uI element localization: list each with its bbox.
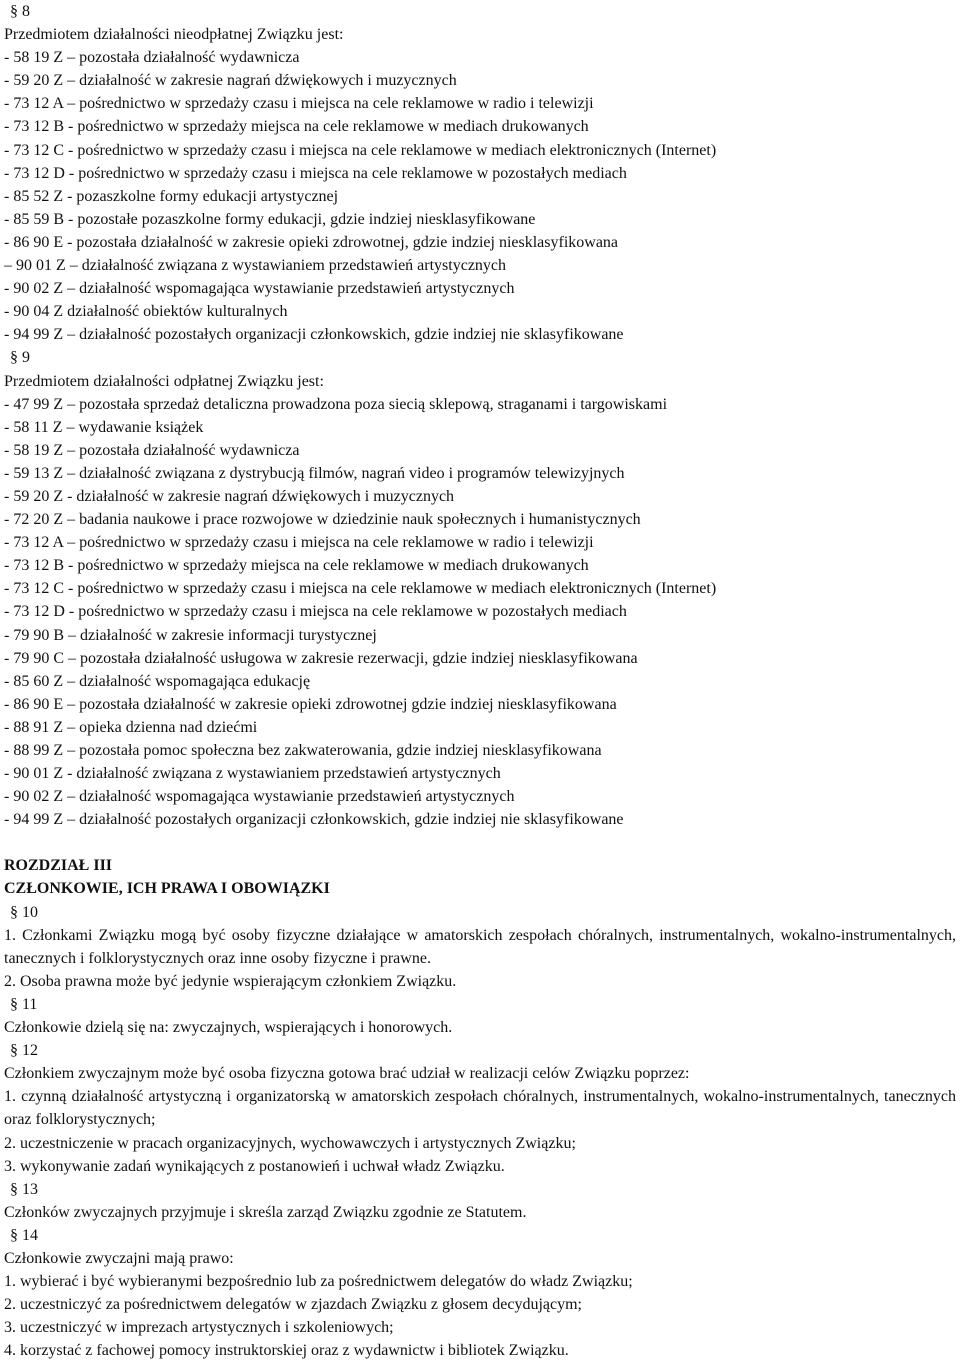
list-item: - 79 90 C – pozostała działalność usługowa w zakresie rezerwacji, gdzie indziej niesklasyfikowana	[4, 649, 638, 667]
list-item: - 73 12 D - pośrednictwo w sprzedaży czasu i miejsca na cele reklamowe w pozostałych mediach	[4, 164, 627, 182]
list-item: - 58 11 Z – wydawanie książek	[4, 418, 204, 436]
section-heading-13: § 13	[10, 1180, 38, 1198]
section-heading-9: § 9	[10, 349, 30, 367]
list-item: - 88 91 Z – opieka dzienna nad dziećmi	[4, 718, 258, 736]
paragraph: Członków zwyczajnych przyjmuje i skreśla zarząd Związku zgodnie ze Statutem.	[4, 1203, 527, 1221]
chapter-title: ROZDZIAŁ III	[4, 857, 113, 875]
paragraph: Członkowie zwyczajni mają prawo:	[4, 1249, 234, 1267]
paragraph: Członkowie dzielą się na: zwyczajnych, wspierających i honorowych.	[4, 1019, 453, 1037]
list-item: 1. czynną działalność artystyczną i organizatorską w amatorskich zespołach chóralnych, instrumentalnych, wokalno-instrumentalnych, tanecznych oraz folklorystycznych;	[4, 1088, 956, 1129]
list-item: - 88 99 Z – pozostała pomoc społeczna bez zakwaterowania, gdzie indziej niesklasyfikowana	[4, 742, 602, 759]
chapter-subtitle: CZŁONKOWIE, ICH PRAWA I OBOWIĄZKI	[4, 880, 330, 898]
section-sign-icon: §	[10, 903, 18, 921]
section-8-list	[4, 46, 956, 346]
section-sign-icon: §	[10, 349, 18, 367]
section-sign-icon: §	[10, 995, 18, 1013]
list-item: - 90 02 Z – działalność wspomagająca wystawianie przedstawień artystycznych	[4, 280, 515, 298]
list-item: - 73 12 A – pośrednictwo w sprzedaży czasu i miejsca na cele reklamowe w radio i telewizji	[4, 95, 594, 113]
list-item: - 59 20 Z - działalność w zakresie nagrań dźwiękowych i muzycznych	[4, 487, 455, 505]
list-item: - 85 59 B - pozostałe pozaszkolne formy edukacji, gdzie indziej niesklasyfikowane	[4, 210, 536, 228]
section-9-list	[4, 393, 956, 832]
section-heading-8: § 8	[10, 3, 30, 20]
section-9-intro: Przedmiotem działalności odpłatnej Związku jest:	[4, 372, 324, 390]
section-heading-14: § 14	[10, 1226, 38, 1244]
section-heading-11: § 11	[10, 995, 38, 1013]
list-item: - 79 90 B – działalność w zakresie informacji turystycznej	[4, 626, 377, 644]
list-item: - 94 99 Z – działalność pozostałych organizacji członkowskich, gdzie indziej nie sklasyfikowane	[4, 811, 624, 829]
list-item: 3. wykonywanie zadań wynikających z postanowień i uchwał władz Związku.	[4, 1157, 505, 1175]
list-item: 2. uczestniczyć za pośrednictwem delegatów w zjazdach Związku z głosem decydującym;	[4, 1296, 582, 1314]
paragraph: 2. Osoba prawna może być jedynie wspierającym członkiem Związku.	[4, 972, 457, 990]
list-item: - 58 19 Z – pozostała działalność wydawnicza	[4, 49, 300, 67]
paragraph: 1. Członkami Związku mogą być osoby fizyczne działające w amatorskich zespołach chóralnych, instrumentalnych, wokalno-instrumentalnych, tanecznych i folklorystycznych oraz inne osoby fizyczne i prawne.	[4, 926, 956, 967]
list-item: - 73 12 B - pośrednictwo w sprzedaży miejsca na cele reklamowe w mediach drukowanych	[4, 557, 589, 575]
list-item: - 90 02 Z – działalność wspomagająca wystawianie przedstawień artystycznych	[4, 788, 515, 806]
list-item: - 59 13 Z – działalność związana z dystrybucją filmów, nagrań video i programów telewizyjnych	[4, 464, 625, 482]
list-item: - 59 20 Z – działalność w zakresie nagrań dźwiękowych i muzycznych	[4, 72, 457, 90]
list-item: - 86 90 E - pozostała działalność w zakresie opieki zdrowotnej, gdzie indziej niesklasyfikowana	[4, 233, 619, 251]
list-item: 3. uczestniczyć w imprezach artystycznych i szkoleniowych;	[4, 1319, 394, 1337]
section-heading-12: § 12	[10, 1042, 38, 1060]
list-item: - 73 12 B - pośrednictwo w sprzedaży miejsca na cele reklamowe w mediach drukowanych	[4, 118, 589, 136]
section-sign-icon: §	[10, 1226, 18, 1244]
section-8-intro: Przedmiotem działalności nieodpłatnej Związku jest:	[4, 26, 344, 44]
list-item: - 58 19 Z – pozostała działalność wydawnicza	[4, 441, 300, 459]
list-item: - 73 12 D - pośrednictwo w sprzedaży czasu i miejsca na cele reklamowe w pozostałych mediach	[4, 603, 627, 621]
list-item: - 73 12 C - pośrednictwo w sprzedaży czasu i miejsca na cele reklamowe w mediach elektronicznych (Internet)	[4, 141, 717, 159]
section-sign-icon: §	[10, 1180, 18, 1198]
list-item: - 73 12 C - pośrednictwo w sprzedaży czasu i miejsca na cele reklamowe w mediach elektronicznych (Internet)	[4, 580, 717, 598]
list-item: – 90 01 Z – działalność związana z wystawianiem przedstawień artystycznych	[4, 257, 507, 275]
list-item: - 72 20 Z – badania naukowe i prace rozwojowe w dziedzinie nauk społecznych i humanistycznych	[4, 511, 641, 529]
list-item: - 90 01 Z - działalność związana z wystawianiem przedstawień artystycznych	[4, 765, 501, 783]
section-sign-icon: §	[10, 3, 18, 20]
list-item: - 73 12 A – pośrednictwo w sprzedaży czasu i miejsca na cele reklamowe w radio i telewizji	[4, 534, 594, 552]
list-item: - 85 52 Z - pozaszkolne formy edukacji artystycznej	[4, 187, 339, 205]
section-sign-icon: §	[10, 1042, 18, 1060]
list-item: - 94 99 Z – działalność pozostałych organizacji członkowskich, gdzie indziej nie sklasyfikowane	[4, 326, 624, 344]
list-item: 2. uczestniczenie w pracach organizacyjnych, wychowawczych i artystycznych Związku;	[4, 1134, 576, 1152]
list-item: 4. korzystać z fachowej pomocy instruktorskiej oraz z wydawnictw i bibliotek Związku.	[4, 1342, 569, 1360]
list-item: - 85 60 Z – działalność wspomagająca edukację	[4, 672, 311, 690]
list-item: 1. wybierać i być wybieranymi bezpośrednio lub za pośrednictwem delegatów do władz Związku;	[4, 1273, 633, 1291]
paragraph: Członkiem zwyczajnym może być osoba fizyczna gotowa brać udział w realizacji celów Związku poprzez:	[4, 1065, 690, 1083]
list-item: - 90 04 Z działalność obiektów kulturalnych	[4, 303, 288, 321]
list-item: - 86 90 E – pozostała działalność w zakresie opieki zdrowotnej gdzie indziej niesklasyfikowana	[4, 695, 617, 713]
section-heading-10: § 10	[10, 903, 38, 921]
list-item: - 47 99 Z – pozostała sprzedaż detaliczna prowadzona poza siecią sklepową, straganami i targowiskami	[4, 395, 668, 413]
spacer	[4, 831, 956, 854]
